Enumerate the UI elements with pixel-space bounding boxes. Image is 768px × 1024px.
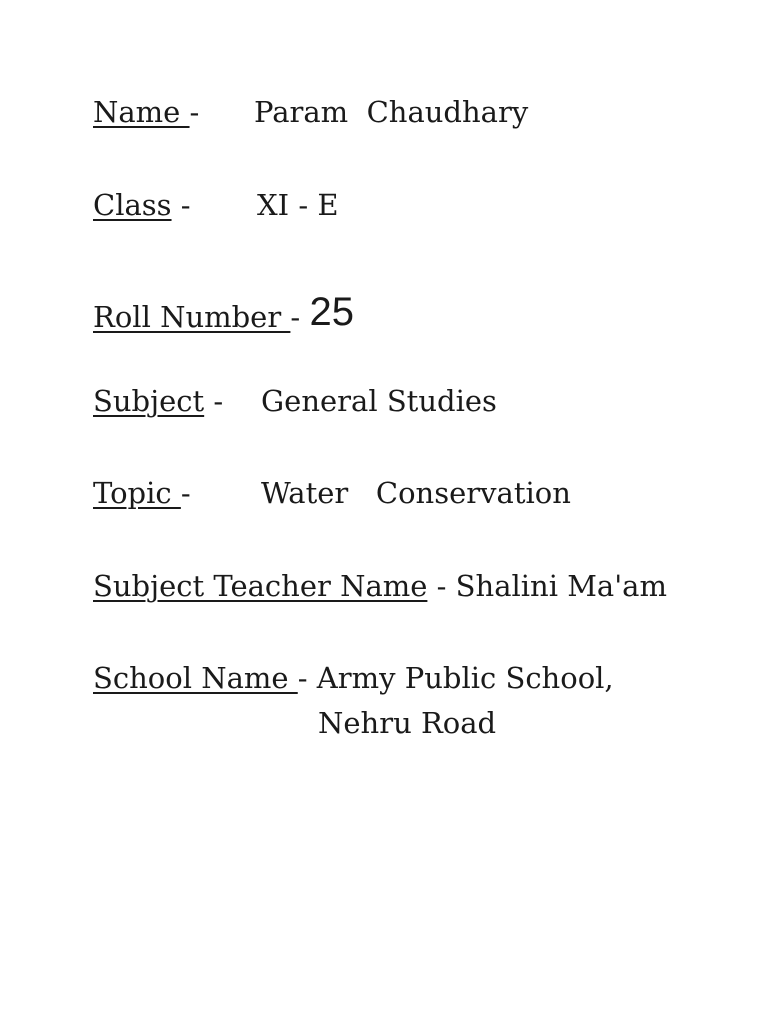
subject-teacher-value: Shalini Ma'am <box>455 569 667 603</box>
subject-teacher-dash: - <box>427 569 456 603</box>
roll-number-label: Roll Number <box>93 300 291 334</box>
subject-dash: - <box>204 384 224 418</box>
roll-number-dash: - <box>290 300 310 334</box>
name-label: Name <box>93 95 190 129</box>
name-row <box>93 95 529 129</box>
school-name-row <box>93 661 614 695</box>
school-name-value: Army Public School, <box>316 661 614 695</box>
subject-label: Subject <box>93 384 205 418</box>
topic-dash: - <box>180 476 191 510</box>
school-name-label: School Name <box>93 661 298 695</box>
class-row <box>93 188 339 222</box>
topic-value: Water Conservation <box>261 476 571 510</box>
class-value: XI - E <box>257 188 339 222</box>
name-dash: - <box>189 95 200 129</box>
subject-teacher-label: Subject Teacher Name <box>93 569 428 603</box>
school-name-value-line-2: Nehru Road <box>318 706 497 740</box>
school-name-row-2 <box>318 706 497 740</box>
subject-value: General Studies <box>261 384 497 418</box>
roll-number-value: 25 <box>309 290 354 334</box>
name-value: Param Chaudhary <box>254 95 529 129</box>
subject-teacher-row <box>93 569 667 603</box>
topic-row <box>93 476 571 510</box>
school-name-dash: - <box>297 661 317 695</box>
subject-row <box>93 384 497 418</box>
topic-label: Topic <box>93 476 181 510</box>
roll-number-row <box>93 290 354 334</box>
class-dash: - <box>171 188 191 222</box>
class-label: Class <box>93 188 172 222</box>
